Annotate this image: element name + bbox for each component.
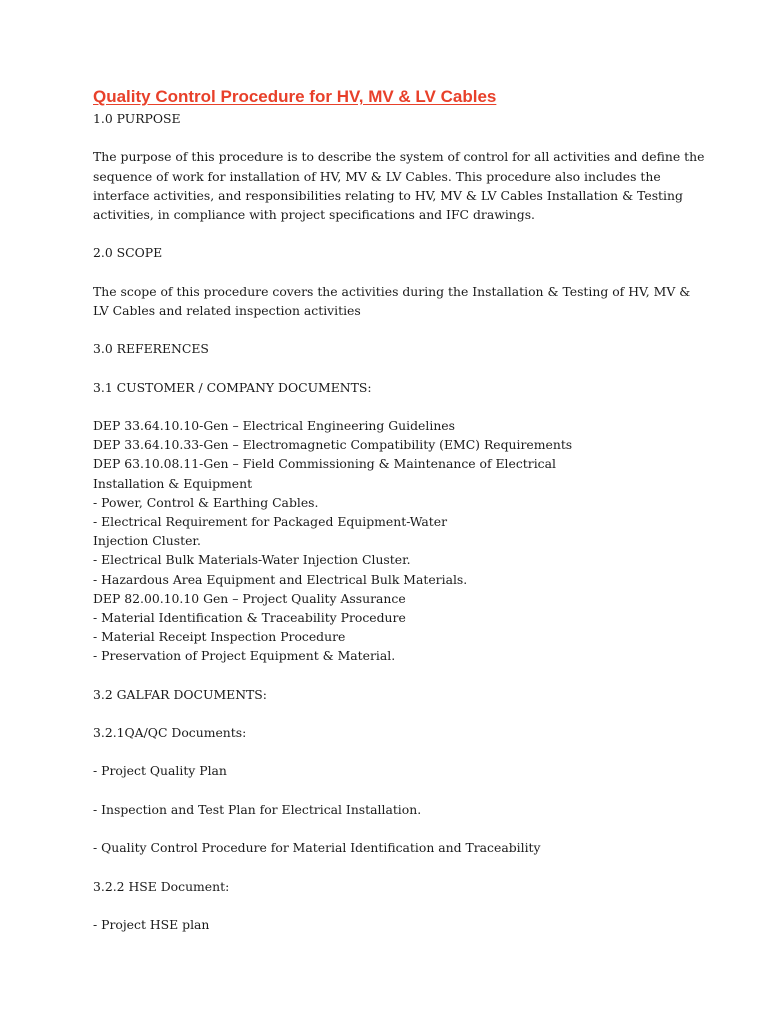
qaqc-item: - Quality Control Procedure for Material Identification and Traceability	[93, 840, 541, 856]
qaqc-item: - Inspection and Test Plan for Electrical Installation.	[93, 801, 422, 817]
document-title: Quality Control Procedure for HV, MV & LV Cables	[93, 87, 497, 106]
customer-doc-item: - Electrical Requirement for Packaged Equipment-Water	[93, 513, 447, 529]
customer-docs-heading: 3.1 CUSTOMER / COMPANY DOCUMENTS:	[93, 379, 372, 395]
customer-doc-item: DEP 63.10.08.11-Gen – Field Commissioning & Maintenance of Electrical	[93, 456, 556, 472]
customer-doc-item: DEP 33.64.10.33-Gen – Electromagnetic Compatibility (EMC) Requirements	[93, 437, 573, 453]
scope-heading: 2.0 SCOPE	[93, 245, 163, 261]
customer-doc-item: Injection Cluster.	[93, 533, 201, 549]
document-body	[93, 109, 705, 934]
qaqc-heading: 3.2.1QA/QC Documents:	[93, 725, 247, 740]
qaqc-item: - Project Quality Plan	[93, 763, 227, 779]
customer-doc-item: - Electrical Bulk Materials-Water Injection Cluster.	[93, 552, 411, 568]
hse-item: - Project HSE plan	[93, 916, 210, 932]
scope-line: The scope of this procedure covers the activities during the Installation & Testing of HV, MV &	[93, 283, 691, 299]
galfar-docs-heading: 3.2 GALFAR DOCUMENTS:	[93, 686, 267, 702]
scope-line: LV Cables and related inspection activities	[93, 302, 361, 318]
customer-doc-item: - Power, Control & Earthing Cables.	[93, 494, 319, 510]
purpose-line: interface activities, and responsibilities relating to HV, MV & LV Cables Installation & Testing	[93, 187, 683, 203]
hse-heading: 3.2.2 HSE Document:	[93, 878, 230, 894]
purpose-heading: 1.0 PURPOSE	[93, 111, 181, 126]
purpose-line: activities, in compliance with project specifications and IFC drawings.	[93, 206, 535, 222]
purpose-line: sequence of work for installation of HV, MV & LV Cables. This procedure also includes the	[93, 168, 661, 184]
customer-doc-item: - Preservation of Project Equipment & Material.	[93, 648, 396, 664]
customer-doc-item: DEP 82.00.10.10 Gen – Project Quality Assurance	[93, 590, 406, 606]
customer-doc-item: - Hazardous Area Equipment and Electrical Bulk Materials.	[93, 571, 468, 587]
customer-doc-item: Installation & Equipment	[93, 475, 253, 491]
customer-doc-item: - Material Identification & Traceability Procedure	[93, 609, 406, 625]
customer-doc-item: DEP 33.64.10.10-Gen – Electrical Engineering Guidelines	[93, 418, 455, 433]
purpose-line: The purpose of this procedure is to describe the system of control for all activities and define the	[93, 149, 705, 165]
references-heading: 3.0 REFERENCES	[93, 341, 209, 357]
customer-doc-item: - Material Receipt Inspection Procedure	[93, 629, 346, 645]
